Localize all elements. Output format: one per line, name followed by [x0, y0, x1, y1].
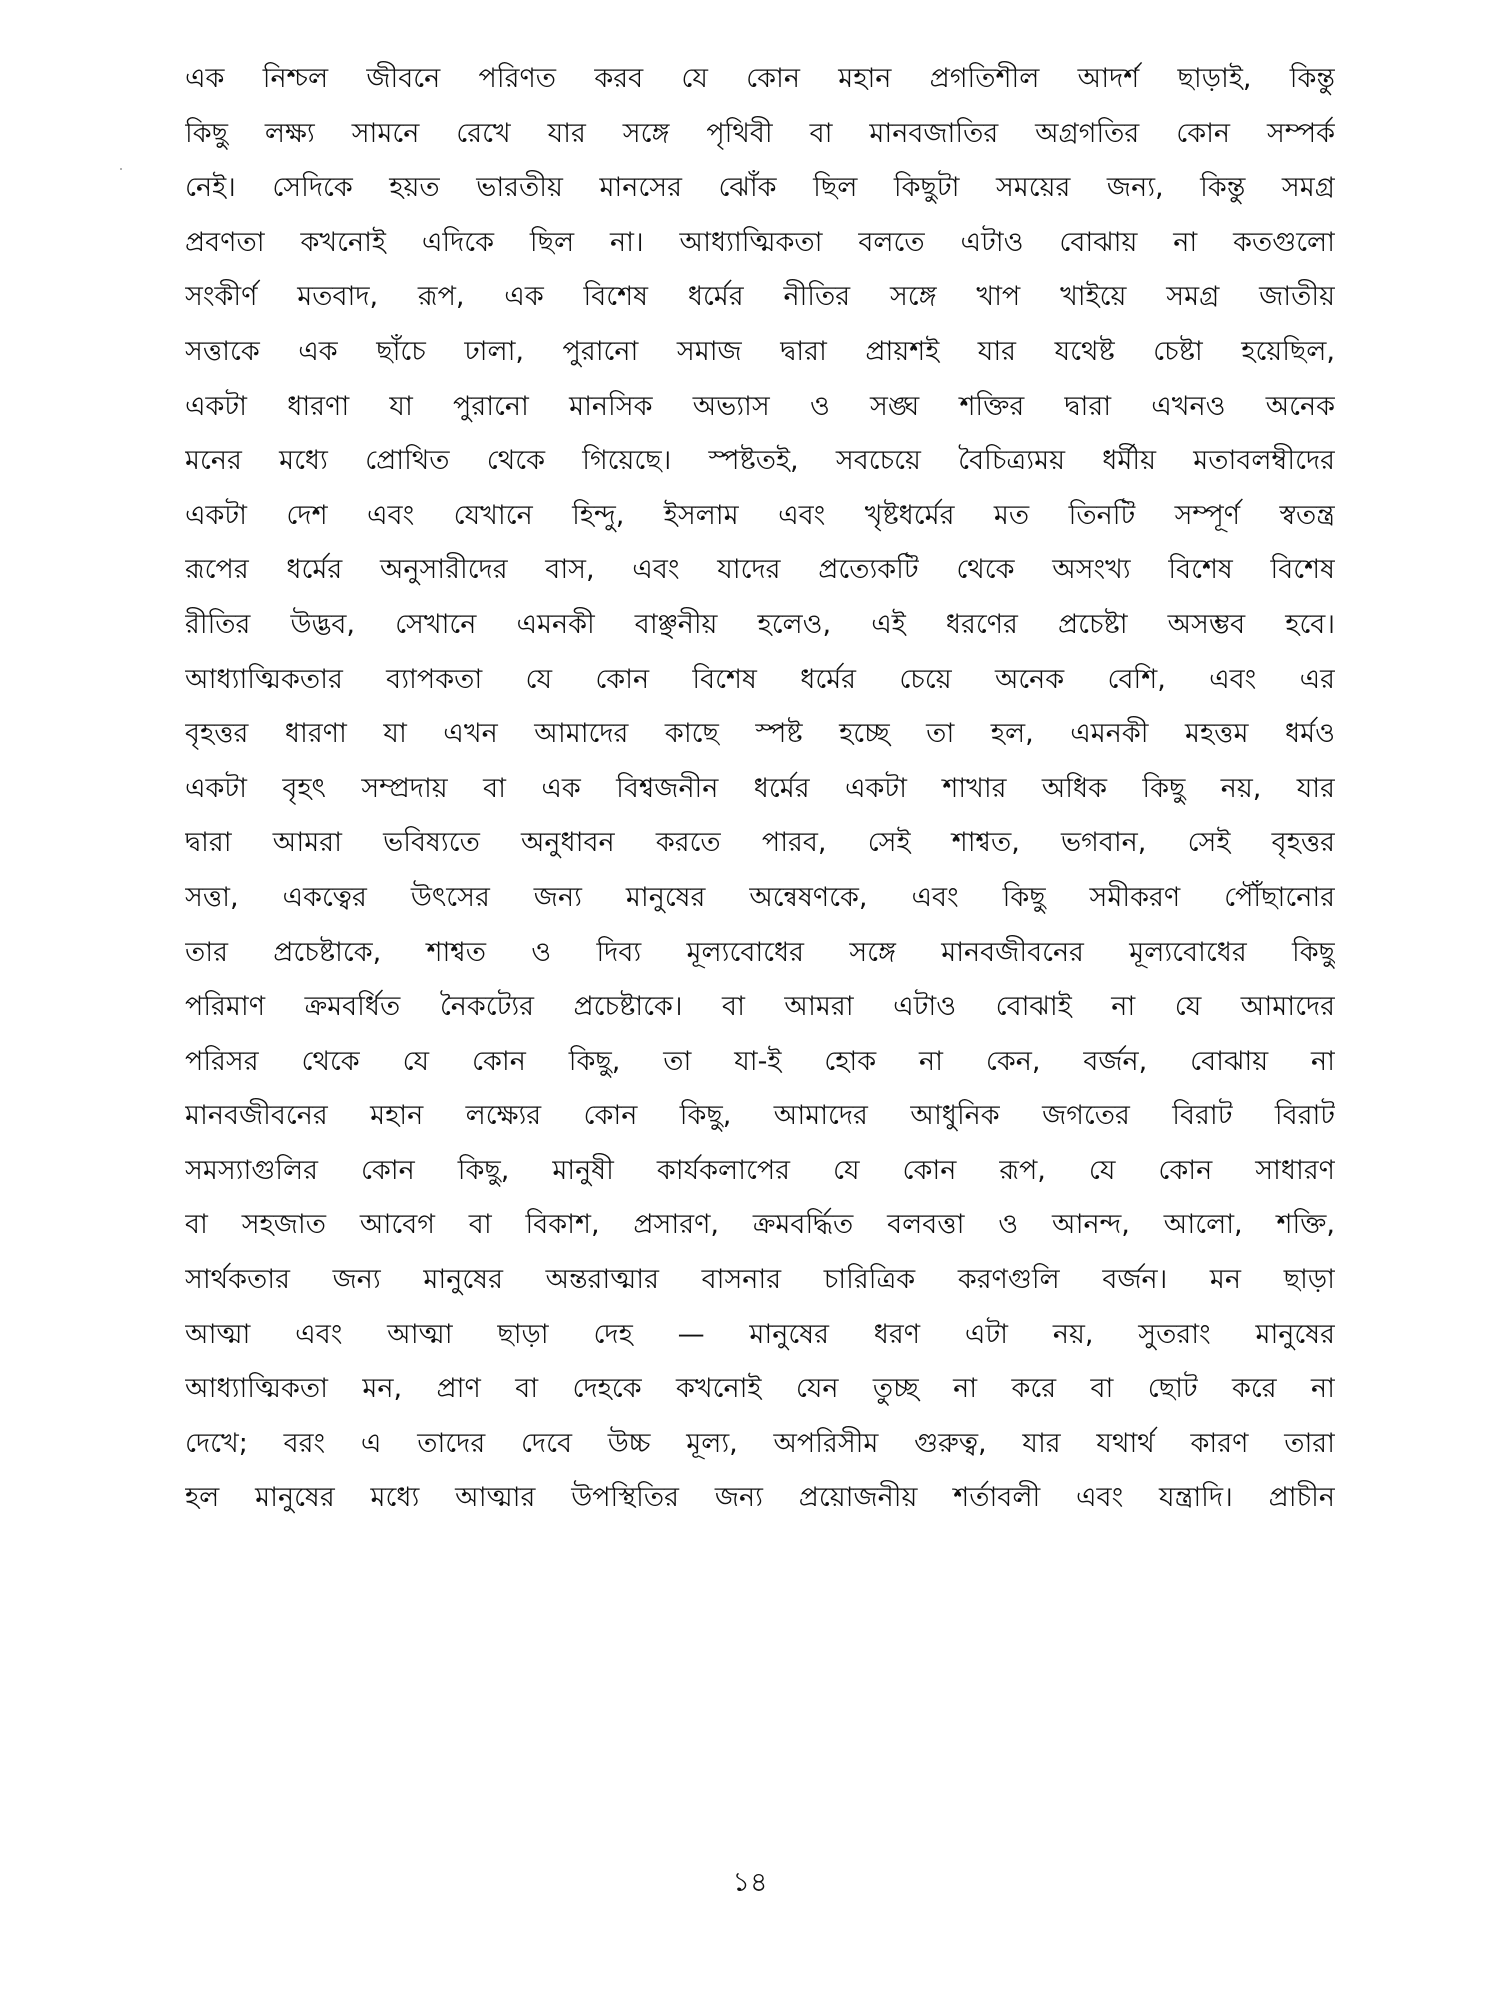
text-line-7: একটা ধারণা যা পুরানো মানসিক অভ্যাস ও সঙ্ঘ শক্তির দ্বারা এখনও অনেক: [185, 390, 1335, 422]
scan-speck: [120, 168, 122, 170]
text-line-3: নেই। সেদিকে হয়ত ভারতীয় মানসের ঝোঁক ছিল কিছুটা সময়ের জন্য, কিন্তু সমগ্র: [185, 172, 1335, 204]
text-line-2: কিছু লক্ষ্য সামনে রেখে যার সঙ্গে পৃথিবী বা মানবজাতির অগ্রগতির কোন সম্পর্ক: [185, 117, 1335, 149]
text-line-14: একটা বৃহৎ সম্প্রদায় বা এক বিশ্বজনীন ধর্মের একটা শাখার অধিক কিছু নয়, যার: [185, 772, 1335, 804]
text-line-19: পরিসর থেকে যে কোন কিছু, তা যা-ই হোক না কেন, বর্জন, বোঝায় না: [185, 1045, 1335, 1077]
text-line-12: আধ্যাত্মিকতার ব্যাপকতা যে কোন বিশেষ ধর্মের চেয়ে অনেক বেশি, এবং এর: [185, 663, 1335, 695]
text-line-6: সত্তাকে এক ছাঁচে ঢালা, পুরানো সমাজ দ্বারা প্রায়শই যার যথেষ্ট চেষ্টা হয়েছিল,: [185, 335, 1335, 367]
text-line-21: সমস্যাগুলির কোন কিছু, মানুষী কার্যকলাপের যে কোন রূপ, যে কোন সাধারণ: [185, 1154, 1335, 1186]
text-line-4: প্রবণতা কখনোই এদিকে ছিল না। আধ্যাত্মিকতা বলতে এটাও বোঝায় না কতগুলো: [185, 226, 1335, 258]
text-line-23: সার্থকতার জন্য মানুষের অন্তরাত্মার বাসনার চারিত্রিক করণগুলি বর্জন। মন ছাড়া: [185, 1264, 1335, 1296]
text-line-24: আত্মা এবং আত্মা ছাড়া দেহ — মানুষের ধরণ এটা নয়, সুতরাং মানুষের: [185, 1318, 1335, 1350]
text-line-18: পরিমাণ ক্রমবর্ধিত নৈকট্যের প্রচেষ্টাকে। বা আমরা এটাও বোঝাই না যে আমাদের: [185, 991, 1335, 1023]
text-line-13: বৃহত্তর ধারণা যা এখন আমাদের কাছে স্পষ্ট হচ্ছে তা হল, এমনকী মহত্তম ধর্মও: [185, 718, 1335, 750]
text-line-5: সংকীর্ণ মতবাদ, রূপ, এক বিশেষ ধর্মের নীতির সঙ্গে খাপ খাইয়ে সমগ্র জাতীয়: [185, 281, 1335, 313]
text-line-1: এক নিশ্চল জীবনে পরিণত করব যে কোন মহান প্রগতিশীল আদর্শ ছাড়াই, কিন্তু: [185, 63, 1335, 94]
text-line-20: মানবজীবনের মহান লক্ষ্যের কোন কিছু, আমাদের আধুনিক জগতের বিরাট বিরাট: [185, 1100, 1335, 1132]
text-line-27: হল মানুষের মধ্যে আত্মার উপস্থিতির জন্য প্রয়োজনীয় শর্তাবলী এবং যন্ত্রাদি। প্রাচীন: [185, 1482, 1335, 1514]
text-line-26: দেখে; বরং এ তাদের দেবে উচ্চ মূল্য, অপরিসীম গুরুত্ব, যার যথার্থ কারণ তারা: [185, 1427, 1335, 1459]
text-line-11: রীতির উদ্ভব, সেখানে এমনকী বাঞ্ছনীয় হলেও, এই ধরণের প্রচেষ্টা অসম্ভব হবে।: [185, 608, 1335, 640]
body-text: [185, 52, 1335, 1526]
text-line-25: আধ্যাত্মিকতা মন, প্রাণ বা দেহকে কখনোই যেন তুচ্ছ না করে বা ছোট করে না: [185, 1373, 1335, 1405]
text-line-10: রূপের ধর্মের অনুসারীদের বাস, এবং যাদের প্রত্যেকটি থেকে অসংখ্য বিশেষ বিশেষ: [185, 554, 1335, 586]
page-number: ১৪: [732, 1867, 768, 1898]
text-line-22: বা সহজাত আবেগ বা বিকাশ, প্রসারণ, ক্রমবর্দ্ধিত বলবত্তা ও আনন্দ, আলো, শক্তি,: [185, 1209, 1335, 1241]
text-line-16: সত্তা, একত্বের উৎসের জন্য মানুষের অন্বেষণকে, এবং কিছু সমীকরণ পৌঁছানোর: [185, 881, 1335, 913]
text-line-9: একটা দেশ এবং যেখানে হিন্দু, ইসলাম এবং খৃষ্টধর্মের মত তিনটি সম্পূর্ণ স্বতন্ত্র: [185, 499, 1335, 531]
text-line-17: তার প্রচেষ্টাকে, শাশ্বত ও দিব্য মূল্যবোধের সঙ্গে মানবজীবনের মূল্যবোধের কিছু: [185, 936, 1335, 968]
text-line-15: দ্বারা আমরা ভবিষ্যতে অনুধাবন করতে পারব, সেই শাশ্বত, ভগবান, সেই বৃহত্তর: [185, 827, 1335, 859]
text-line-8: মনের মধ্যে প্রোথিত থেকে গিয়েছে। স্পষ্টতই, সবচেয়ে বৈচিত্র্যময় ধর্মীয় মতাবলম্বীদের: [185, 445, 1335, 477]
